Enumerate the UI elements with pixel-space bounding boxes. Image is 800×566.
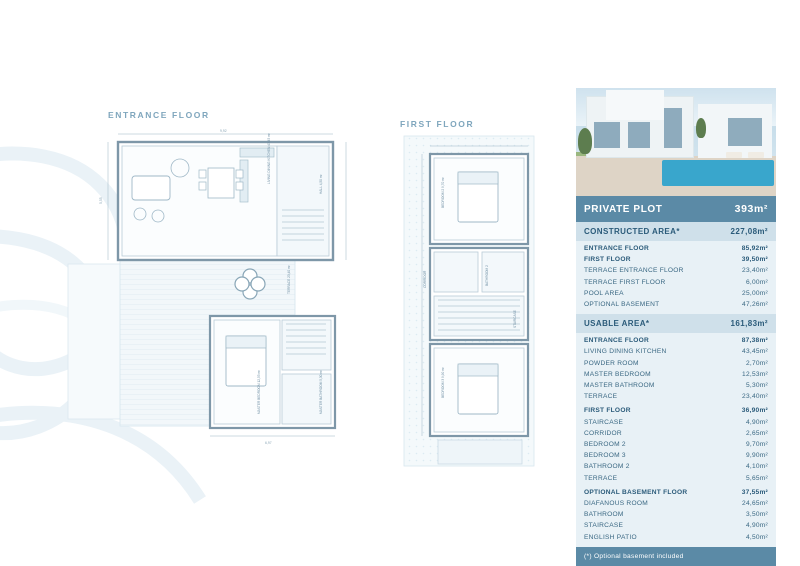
constructed-area-list [576, 241, 776, 314]
spec-row-value: 4,90m² [745, 418, 768, 426]
spec-row-value: 87,38m² [741, 337, 768, 345]
spec-row-label: DIAFANOUS ROOM [584, 500, 648, 508]
constructed-area-band [576, 222, 776, 241]
spec-row-value: 5,30m² [745, 382, 768, 390]
spec-row [584, 369, 768, 380]
spec-row-label: POOL AREA [584, 289, 624, 297]
spec-row [584, 439, 768, 450]
svg-text:HALL 4,50 m²: HALL 4,50 m² [319, 174, 323, 194]
svg-text:MASTER BATHROOM 5,30 m²: MASTER BATHROOM 5,30 m² [319, 369, 323, 414]
spec-row-label: TERRACE [584, 474, 618, 482]
svg-text:BEDROOM 3 9,90 m²: BEDROOM 3 9,90 m² [441, 367, 445, 398]
spec-row-value: 85,92m² [741, 245, 768, 252]
spec-row-value: 9,90m² [745, 452, 768, 460]
svg-text:LIVING DINING KITCHEN 43,45 m²: LIVING DINING KITCHEN 43,45 m² [267, 133, 271, 184]
spec-row-value: 39,50m² [741, 256, 768, 264]
spec-row-label: BEDROOM 2 [584, 441, 626, 449]
spec-row-label: TERRACE [584, 393, 618, 401]
spec-row-label: LIVING DINING KITCHEN [584, 348, 667, 356]
spec-row-value: 47,26m² [742, 301, 768, 309]
svg-text:MASTER BEDROOM 12,53 m²: MASTER BEDROOM 12,53 m² [257, 369, 261, 414]
spec-row [584, 243, 768, 254]
specs-panel [576, 88, 776, 566]
spec-row [584, 520, 768, 531]
footnote: (*) Optional basement included [576, 547, 776, 566]
spec-row-label: OPTIONAL BASEMENT FLOOR [584, 488, 688, 496]
spec-row-value: 12,53m² [742, 370, 768, 378]
constructed-area-label: CONSTRUCTED AREA* [584, 227, 680, 236]
spec-row [584, 299, 768, 310]
spec-row [584, 498, 768, 509]
spec-row [584, 509, 768, 520]
spec-row [584, 450, 768, 461]
usable-area-list [576, 333, 776, 547]
spec-row-label: BATHROOM 2 [584, 463, 630, 471]
spec-row-value: 9,70m² [745, 441, 768, 449]
spec-row-value: 36,90m² [741, 407, 768, 415]
spec-row-value: 4,50m² [745, 533, 768, 541]
spec-row-value: 24,65m² [742, 500, 768, 508]
spec-row-label: BEDROOM 3 [584, 452, 626, 460]
svg-text:BATHROOM 2: BATHROOM 2 [485, 265, 489, 286]
svg-text:BEDROOM 2 9,70 m²: BEDROOM 2 9,70 m² [441, 177, 445, 208]
spec-row-label: CORRIDOR [584, 429, 622, 437]
spec-row-label: ENGLISH PATIO [584, 533, 637, 541]
spec-row-label: POWDER ROOM [584, 359, 639, 367]
plan-title-entrance: ENTRANCE FLOOR [108, 110, 210, 120]
spec-row-label: OPTIONAL BASEMENT [584, 301, 660, 309]
svg-text:CORRIDOR: CORRIDOR [423, 270, 427, 288]
spec-row-value: 4,90m² [745, 522, 768, 530]
spec-row [584, 288, 768, 299]
spec-row [584, 428, 768, 439]
spec-row-label: FIRST FLOOR [584, 256, 631, 264]
spec-row [584, 380, 768, 391]
plan-title-first: FIRST FLOOR [400, 119, 475, 129]
spec-row-value: 5,65m² [745, 474, 768, 482]
constructed-area-value: 227,08m² [730, 227, 768, 236]
entrance-floor-plan [60, 124, 390, 474]
spec-row-value: 2,70m² [745, 359, 768, 367]
spec-row [584, 532, 768, 543]
private-plot-label: PRIVATE PLOT [584, 203, 663, 215]
spec-row-label: TERRACE FIRST FLOOR [584, 278, 666, 286]
spec-row [584, 405, 768, 416]
spec-row [584, 335, 768, 346]
spec-row-label: ENTRANCE FLOOR [584, 337, 650, 345]
spec-row-label: TERRACE ENTRANCE FLOOR [584, 267, 684, 275]
spec-row [584, 461, 768, 472]
spec-row-value: 3,50m² [745, 511, 768, 519]
spec-row [584, 277, 768, 288]
svg-text:5,55: 5,55 [99, 197, 103, 204]
spec-row [584, 346, 768, 357]
svg-text:9,92: 9,92 [220, 129, 227, 133]
spec-row [584, 417, 768, 428]
spec-row-label: STAIRCASE [584, 522, 624, 530]
spec-row-value: 23,40m² [742, 267, 768, 275]
spec-row-label: MASTER BATHROOM [584, 382, 655, 390]
spec-row-value: 23,40m² [742, 393, 768, 401]
first-floor-plan [392, 128, 562, 478]
spec-row-value: 37,55m² [741, 488, 768, 496]
spec-row [584, 473, 768, 484]
spec-row [584, 487, 768, 498]
spec-row [584, 391, 768, 402]
spec-row-value: 25,00m² [742, 289, 768, 297]
svg-text:STAIRCASE: STAIRCASE [513, 310, 517, 328]
usable-area-band [576, 314, 776, 333]
spec-row [584, 265, 768, 276]
private-plot-band [576, 196, 776, 222]
spec-row-value: 6,00m² [745, 278, 768, 286]
villa-photo [576, 88, 776, 196]
spec-row [584, 358, 768, 369]
spec-row-label: STAIRCASE [584, 418, 624, 426]
spec-row-label: ENTRANCE FLOOR [584, 245, 650, 252]
spec-row-value: 2,65m² [745, 429, 768, 437]
spec-row-label: FIRST FLOOR [584, 407, 631, 415]
spec-row-value: 43,45m² [742, 348, 768, 356]
spec-row-value: 4,10m² [745, 463, 768, 471]
usable-area-value: 161,83m² [730, 319, 768, 329]
svg-text:TERRACE 23,40 m²: TERRACE 23,40 m² [287, 265, 291, 294]
spec-row-label: BATHROOM [584, 511, 624, 519]
private-plot-value: 393m² [734, 203, 768, 215]
usable-area-label: USABLE AREA* [584, 319, 650, 329]
spec-row-label: MASTER BEDROOM [584, 370, 651, 378]
svg-text:6,97: 6,97 [265, 441, 272, 445]
spec-row [584, 254, 768, 265]
